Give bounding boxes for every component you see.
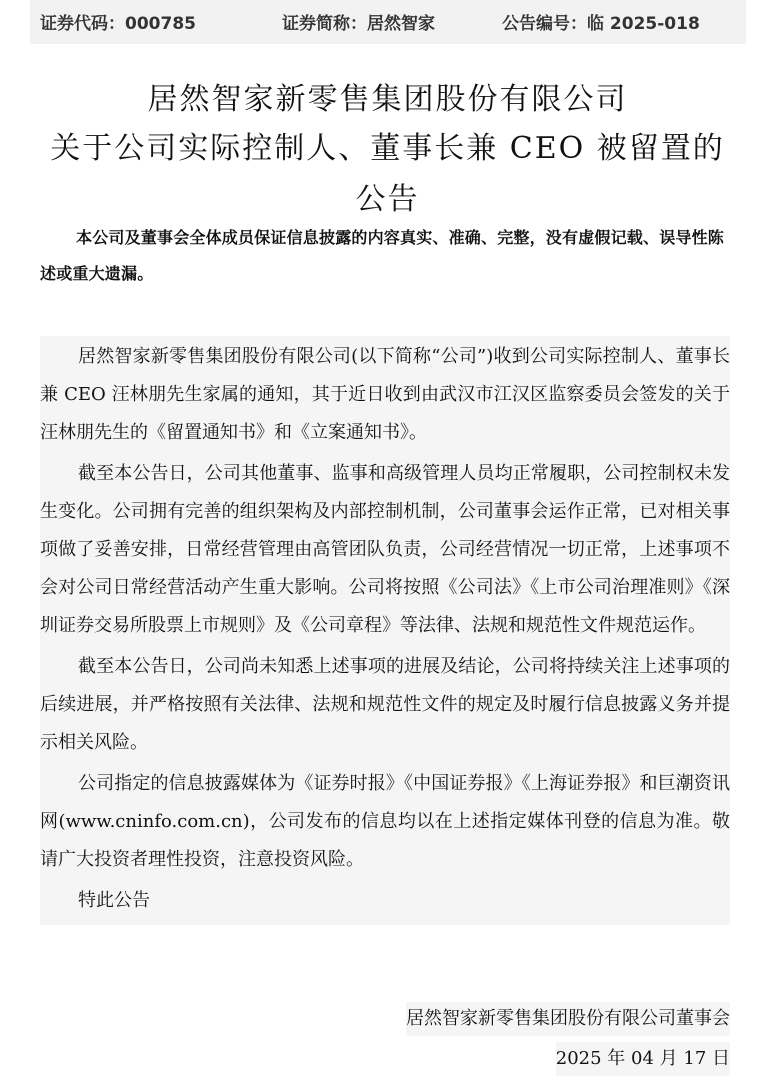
announcement-number: 公告编号：临 2025-018 — [502, 14, 700, 34]
paragraph-closing: 特此公告 — [78, 890, 150, 911]
board-statement: 本公司及董事会全体成员保证信息披露的内容真实、准确、完整，没有虚假记载、误导性陈述或重大遗漏。 — [40, 228, 725, 283]
title-line-3: 公告 — [355, 182, 420, 217]
paragraph-notice: 居然智家新零售集团股份有限公司(以下简称“公司”)收到公司实际控制人、董事长兼 CEO 汪林朋先生家属的通知，其于近日收到由武汉市江汉区监察委员会签发的关于汪林朋先生的《留置通知书》和《立案通知书》。 — [40, 346, 730, 443]
announcement-body — [40, 336, 730, 925]
stock-short-name: 证券简称：居然智家 — [282, 14, 435, 34]
title-line-1: 居然智家新零售集团股份有限公司 — [147, 82, 628, 117]
paragraph-media: 公司指定的信息披露媒体为《证券时报》《中国证券报》《上海证券报》和巨潮资讯网(www.cninfo.com.cn)，公司发布的信息均以在上述指定媒体刊登的信息为准。敬请广大投资者理性投资，注意投资风险。 — [40, 773, 730, 870]
paragraph-follow-up: 截至本公告日，公司尚未知悉上述事项的进展及结论，公司将持续关注上述事项的后续进展，并严格按照有关法律、法规和规范性文件的规定及时履行信息披露义务并提示相关风险。 — [40, 656, 730, 753]
title-line-2: 关于公司实际控制人、董事长兼 CEO 被留置的 — [50, 131, 725, 166]
signature-company: 居然智家新零售集团股份有限公司董事会 — [406, 1002, 730, 1036]
paragraph-operations: 截至本公告日，公司其他董事、监事和高级管理人员均正常履职，公司控制权未发生变化。公司拥有完善的组织架构及内部控制机制，公司董事会运作正常，已对相关事项做了妥善安排，日常经营管理由高管团队负责，公司经营情况一切正常，上述事项不会对公司日常经营活动产生重大影响。公司将按照《公司法》《上市公司治理准则》《深圳证券交易所股票上市规则》及《公司章程》等法律、法规和规范性文件规范运作。 — [40, 463, 730, 636]
signature-date: 2025 年 04 月 17 日 — [556, 1042, 730, 1076]
stock-code: 证券代码：000785 — [40, 14, 196, 34]
